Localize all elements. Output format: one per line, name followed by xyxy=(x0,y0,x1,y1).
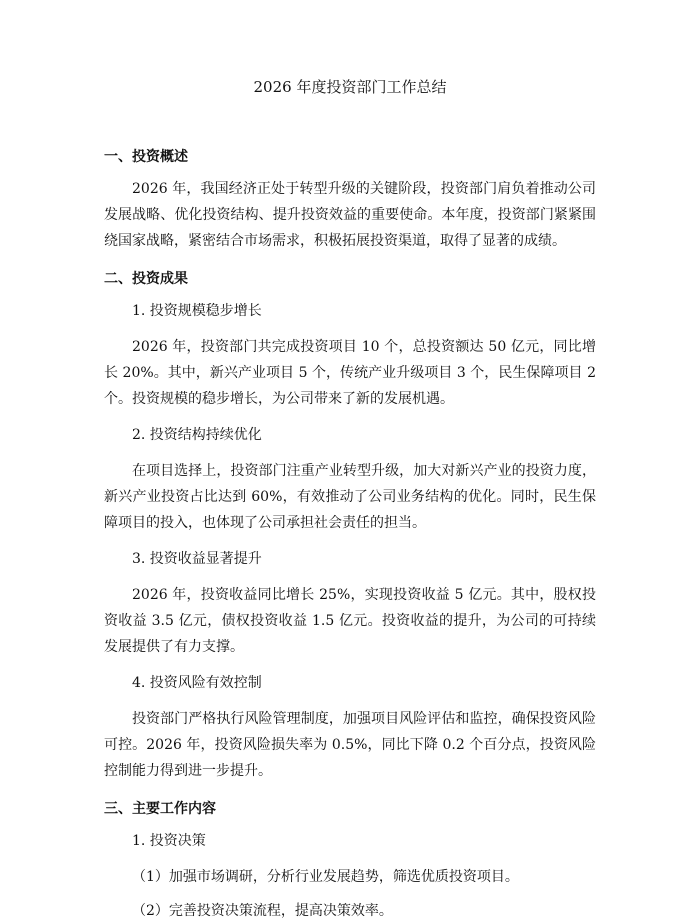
subsection-title: 2. 投资结构持续优化 xyxy=(132,427,262,443)
section-overview xyxy=(104,146,596,254)
subsection-paragraph: 投资部门严格执行风险管理制度，加强项目风险评估和监控，确保投资风险可控。2026 年，投资风险损失率为 0.5%，同比下降 0.2 个百分点，投资风险控制能力得到进一步提升。 xyxy=(104,711,596,779)
subsection-title: 1. 投资决策 xyxy=(132,833,206,849)
section-heading: 一、投资概述 xyxy=(104,149,188,165)
list-item: （2）完善投资决策流程，提高决策效率。 xyxy=(132,903,393,919)
subsection-title: 1. 投资规模稳步增长 xyxy=(132,303,262,319)
section-paragraph: 2026 年，我国经济正处于转型升级的关键阶段，投资部门肩负着推动公司发展战略、优化投资结构、提升投资效益的重要使命。本年度，投资部门紧紧围绕国家战略，紧密结合市场需求，积极拓展投资渠道，取得了显著的成绩。 xyxy=(104,181,596,249)
document-title: 2026 年度投资部门工作总结 xyxy=(253,78,447,96)
subsection-paragraph: 2026 年，投资部门共完成投资项目 10 个，总投资额达 50 亿元，同比增长 20%。其中，新兴产业项目 5 个，传统产业升级项目 3 个，民生保障项目 2 个。投资规模的稳步增长，为公司带来了新的发展机遇。 xyxy=(104,339,596,407)
section-heading: 二、投资成果 xyxy=(104,271,188,287)
subsection-title: 3. 投资收益显著提升 xyxy=(132,551,262,567)
subsection-paragraph: 2026 年，投资收益同比增长 25%，实现投资收益 5 亿元。其中，股权投资收益 3.5 亿元，债权投资收益 1.5 亿元。投资收益的提升，为公司的可持续发展提供了有力支撑。 xyxy=(104,587,596,655)
section-results xyxy=(104,268,596,784)
subsection-title: 4. 投资风险有效控制 xyxy=(132,675,262,691)
list-item: （1）加强市场调研，分析行业发展趋势，筛选优质投资项目。 xyxy=(132,869,519,885)
section-main-work xyxy=(104,798,596,924)
subsection-paragraph: 在项目选择上，投资部门注重产业转型升级，加大对新兴产业的投资力度，新兴产业投资占比达到 60%，有效推动了公司业务结构的优化。同时，民生保障项目的投入，也体现了公司承担社会责任的担当。 xyxy=(104,463,596,531)
section-heading: 三、主要工作内容 xyxy=(104,801,216,817)
